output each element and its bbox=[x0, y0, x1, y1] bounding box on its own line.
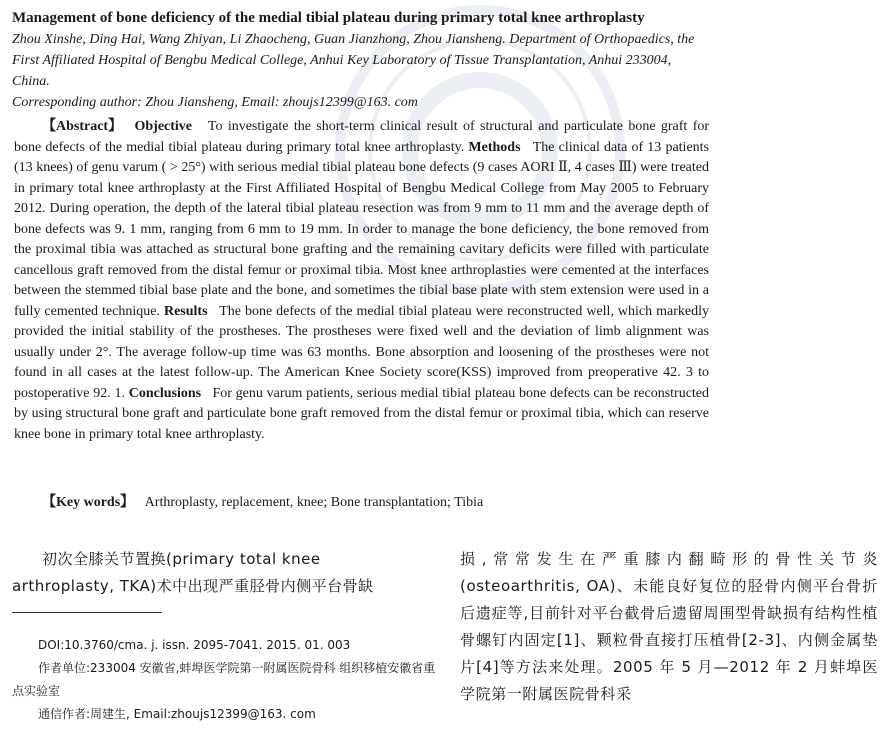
objective-heading: Objective bbox=[134, 119, 203, 134]
right-column-paragraph: 损,常常发生在严重膝内翻畸形的骨性关节炎(osteoarthritis, OA)、未能良好复位的胫骨内侧平台骨折后遗症等,目前针对平台截骨后遗留周围型骨缺损有结构性植骨螺钉内固定[1]、颗粒骨直接打压植骨[2-3]、内侧金属垫片[4]等方法来处理。2005 年 5 月—2012 年 2 月蚌埠医学院第一附属医院骨科采 bbox=[460, 550, 878, 703]
methods-text: The clinical data of 13 patients (13 knees) of genu varum ( > 25°) with serious medial tibial plateau bone defects (9 cases AORI Ⅱ, 4 cases Ⅲ) were treated in primary total knee arthroplasty at the First Affiliated Hospital of Bengbu Medical College from May 2005 to February 2012. During operation, the depth of the lateral tibial plateau resection was from 9 mm to 11 mm and the average depth of bone defects was 9. 1 mm, ranging from 6 mm to 19 mm. In order to manage the bone deficiency, the bone removed from the proximal tibia was attached as structural bone grafting and the remaining cavitary deficits were filled with particulate cancellous graft removed from the distal femur or proximal tibia. Most knee arthroplasties were cemented at the interfaces between the stemmed tibial base plate and the bone, and sometimes the tibial base plate with stem extension were used in a fully cemented technique. bbox=[14, 139, 709, 319]
article-header bbox=[12, 8, 878, 113]
body-left-column bbox=[12, 546, 422, 600]
author-affiliation: Zhou Xinshe, Ding Hai, Wang Zhiyan, Li Zhaocheng, Guan Jianzhong, Zhou Jiansheng. Department of Orthopaedics, the First Affiliated Hospital of Bengbu Medical College, Anhui Key Laboratory of Tissue Transplantation, Anhui 233004, China. bbox=[12, 32, 695, 89]
keywords-text: Arthroplasty, replacement, knee; Bone transplantation; Tibia bbox=[144, 495, 484, 510]
doi-line: DOI:10.3760/cma. j. issn. 2095-7041. 2015. 01. 003 bbox=[38, 638, 351, 652]
methods-heading: Methods bbox=[468, 139, 529, 155]
body-right-column bbox=[460, 546, 878, 708]
correspondence-footnote: 通信作者:周建生, Email:zhoujs12399@163. com bbox=[38, 707, 316, 721]
article-title: Management of bone deficiency of the medial tibial plateau during primary total knee arthroplasty bbox=[12, 10, 645, 26]
conclusions-text: For genu varum patients, serious medial tibial plateau bone defects can be reconstructed by using structural bone graft and particulate bone graft removed from the distal femur or proximal tibia, which can reserve knee bone in primary total knee arthroplasty. bbox=[14, 385, 710, 442]
keywords-label: 【Key words】 bbox=[42, 495, 142, 510]
abstract bbox=[14, 117, 709, 445]
corresponding-author: Corresponding author: Zhou Jiansheng, Email: zhoujs12399@163. com bbox=[12, 95, 418, 110]
conclusions-heading: Conclusions bbox=[128, 385, 209, 401]
objective-text: To investigate the short-term clinical result of structural and particulate bone graft for bone defects of the medial tibial plateau during primary total knee arthroplasty. bbox=[14, 119, 710, 155]
footnote-divider bbox=[12, 612, 162, 613]
abstract-label: 【Abstract】 bbox=[42, 119, 130, 134]
results-heading: Results bbox=[163, 303, 216, 319]
footnotes bbox=[12, 634, 442, 726]
results-text: The bone defects of the medial tibial plateau were reconstructed well, which markedly provided the initial stability of the prostheses. The prostheses were fixed well and the deviation of limb alignment was usually under 2°. The average follow-up time was 63 months. Bone absorption and loosening of the prostheses were not found in all cases at the latest follow-up. The American Knee Society score(KSS) improved from preoperative 42. 3 to postoperative 92. 1. bbox=[14, 303, 709, 401]
keywords bbox=[42, 493, 483, 513]
affiliation-footnote: 作者单位:233004 安徽省,蚌埠医学院第一附属医院骨科 组织移植安徽省重点实验室 bbox=[12, 661, 436, 698]
intro-paragraph: 初次全膝关节置换(primary total knee arthroplasty, TKA)术中出现严重胫骨内侧平台骨缺 bbox=[12, 550, 374, 595]
